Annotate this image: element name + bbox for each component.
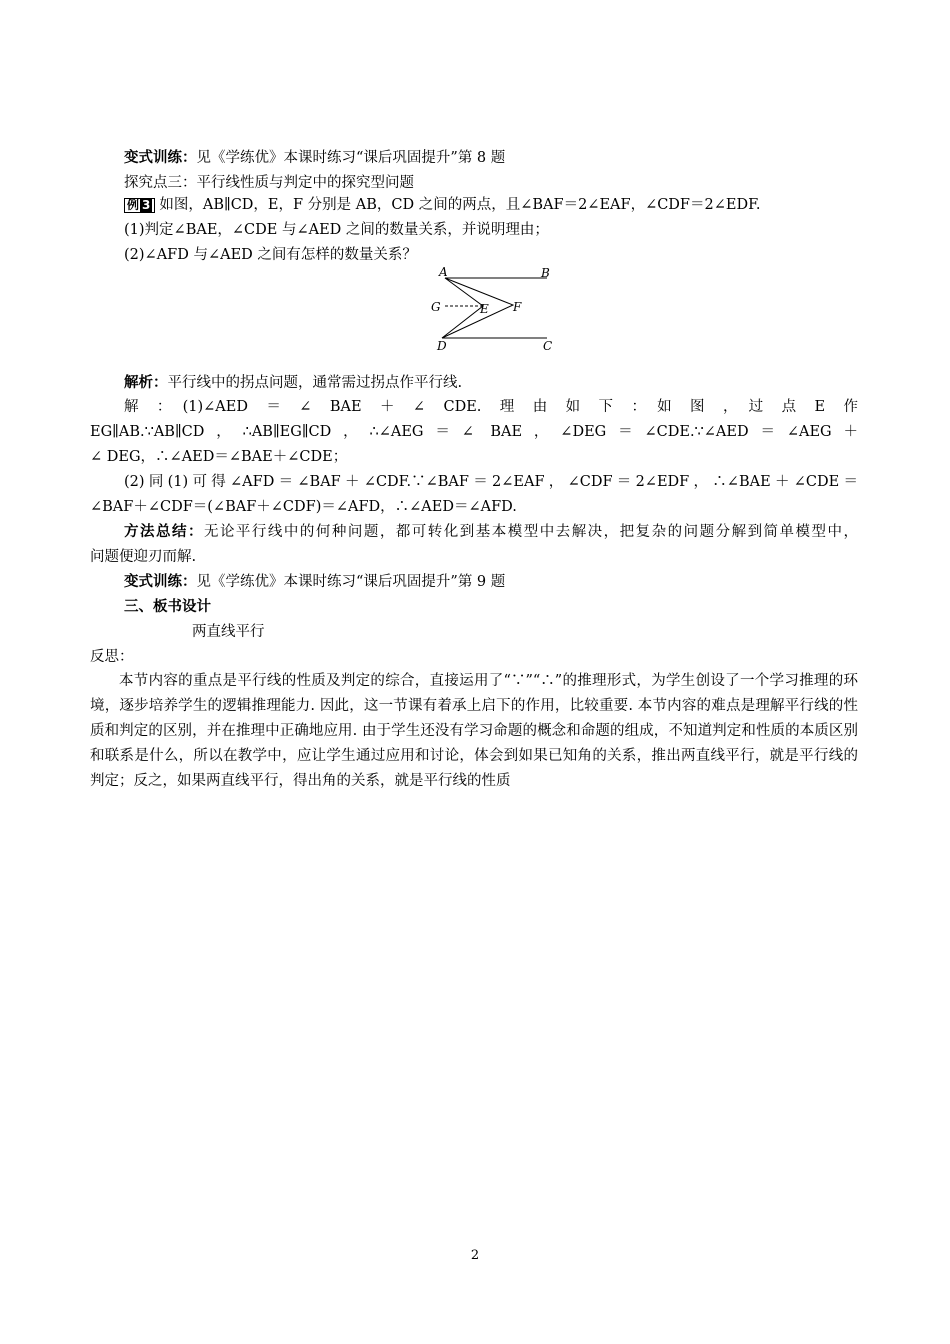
method-summary-text-1: 无论平行线中的何种问题，都可转化到基本模型中去解决，把复杂的问题分解到简单模型中，	[203, 524, 859, 540]
page-number: 2	[470, 1248, 480, 1263]
example-badge-number: 3	[142, 198, 151, 212]
example-badge-text: 例	[127, 198, 140, 212]
analysis	[124, 373, 462, 393]
solution-line-3: ∠ DEG，∴∠AED＝∠BAE＋∠CDE；	[90, 449, 348, 465]
reflection-paragraph: 本节内容的重点是平行线的性质及判定的综合，直接运用了“∵”“∴”的推理形式，为学生创设了一个学习推理的环境，逐步培养学生的逻辑推理能力. 因此，这一节课有着承上启下的作用，比较重要. 本节内容的难点是理解平行线的性质和判定的区别，并在推理中正确地应用. 由于学生还没有学习命题的概念和命题的组成，不知道判定和性质的本质区别和联系是什么，所以在教学中，应让学生通过应用和讨论，体会到如果已知角的关系，推出两直线平行，就是平行线的判定；反之，如果两直线平行，得出角的关系，就是平行线的性质	[90, 673, 858, 789]
path-a-f-d	[442, 278, 513, 338]
label-e: E	[480, 302, 489, 316]
example-question-1: (1)判定∠BAE，∠CDE 与∠AED 之间的数量关系，并说明理由；	[124, 222, 549, 238]
variant-training-label: 变式训练：	[124, 150, 197, 166]
example-stem-text: 如图，AB∥CD，E，F 分别是 AB，CD 之间的两点，且∠BAF＝2∠EAF，∠CDF＝2∠EDF.	[159, 197, 761, 213]
example-badge	[124, 198, 155, 213]
label-a: A	[439, 265, 448, 279]
section-board-design: 三、板书设计	[124, 599, 211, 615]
board-title: 两直线平行	[192, 624, 265, 640]
solution-line-4: (2)同(1)可得∠AFD＝∠BAF＋∠CDF.∵∠BAF＝2∠EAF，∠CDF＝2∠EDF，∴∠BAE＋∠CDE＝	[124, 474, 858, 490]
solution-line-5: ∠BAF＋∠CDF＝(∠BAF＋∠CDF)＝∠AFD，∴∠AED＝∠AFD.	[90, 499, 517, 515]
variant-training-1	[124, 148, 505, 168]
analysis-label: 解析：	[124, 375, 168, 391]
solution-line-1: 解 ： (1)∠AED ＝ ∠ BAE ＋ ∠ CDE. 理 由 如 下 ： 如 图 ， 过 点 E 作	[124, 399, 858, 415]
example-question-2: (2)∠AFD 与∠AED 之间有怎样的数量关系？	[124, 247, 417, 263]
geometry-figure	[425, 265, 560, 355]
label-b: B	[541, 266, 550, 280]
label-d: D	[437, 339, 447, 353]
method-summary-line-1	[124, 522, 858, 542]
method-summary-line-2: 问题便迎刃而解.	[90, 549, 197, 565]
example-3-stem	[124, 195, 761, 215]
reflection-label: 反思：	[90, 649, 134, 665]
variant-training-2-label: 变式训练：	[124, 574, 197, 590]
variant-training-2	[124, 572, 505, 592]
variant-training-text: 见《学练优》本课时练习“课后巩固提升”第 8 题	[196, 150, 506, 166]
analysis-text: 平行线中的拐点问题，通常需过拐点作平行线.	[167, 375, 463, 391]
label-f: F	[513, 300, 522, 314]
solution-line-2: EG∥AB.∵AB∥CD，∴AB∥EG∥CD，∴∠AEG＝∠ BAE，∠DEG＝∠CDE.∵∠AED＝∠AEG＋	[90, 424, 858, 440]
variant-training-2-text: 见《学练优》本课时练习“课后巩固提升”第 9 题	[196, 574, 506, 590]
label-c: C	[543, 339, 553, 353]
label-g: G	[431, 300, 441, 314]
method-summary-label: 方法总结：	[124, 524, 204, 540]
explore-point-3-heading: 探究点三：平行线性质与判定中的探究型问题	[124, 175, 414, 191]
